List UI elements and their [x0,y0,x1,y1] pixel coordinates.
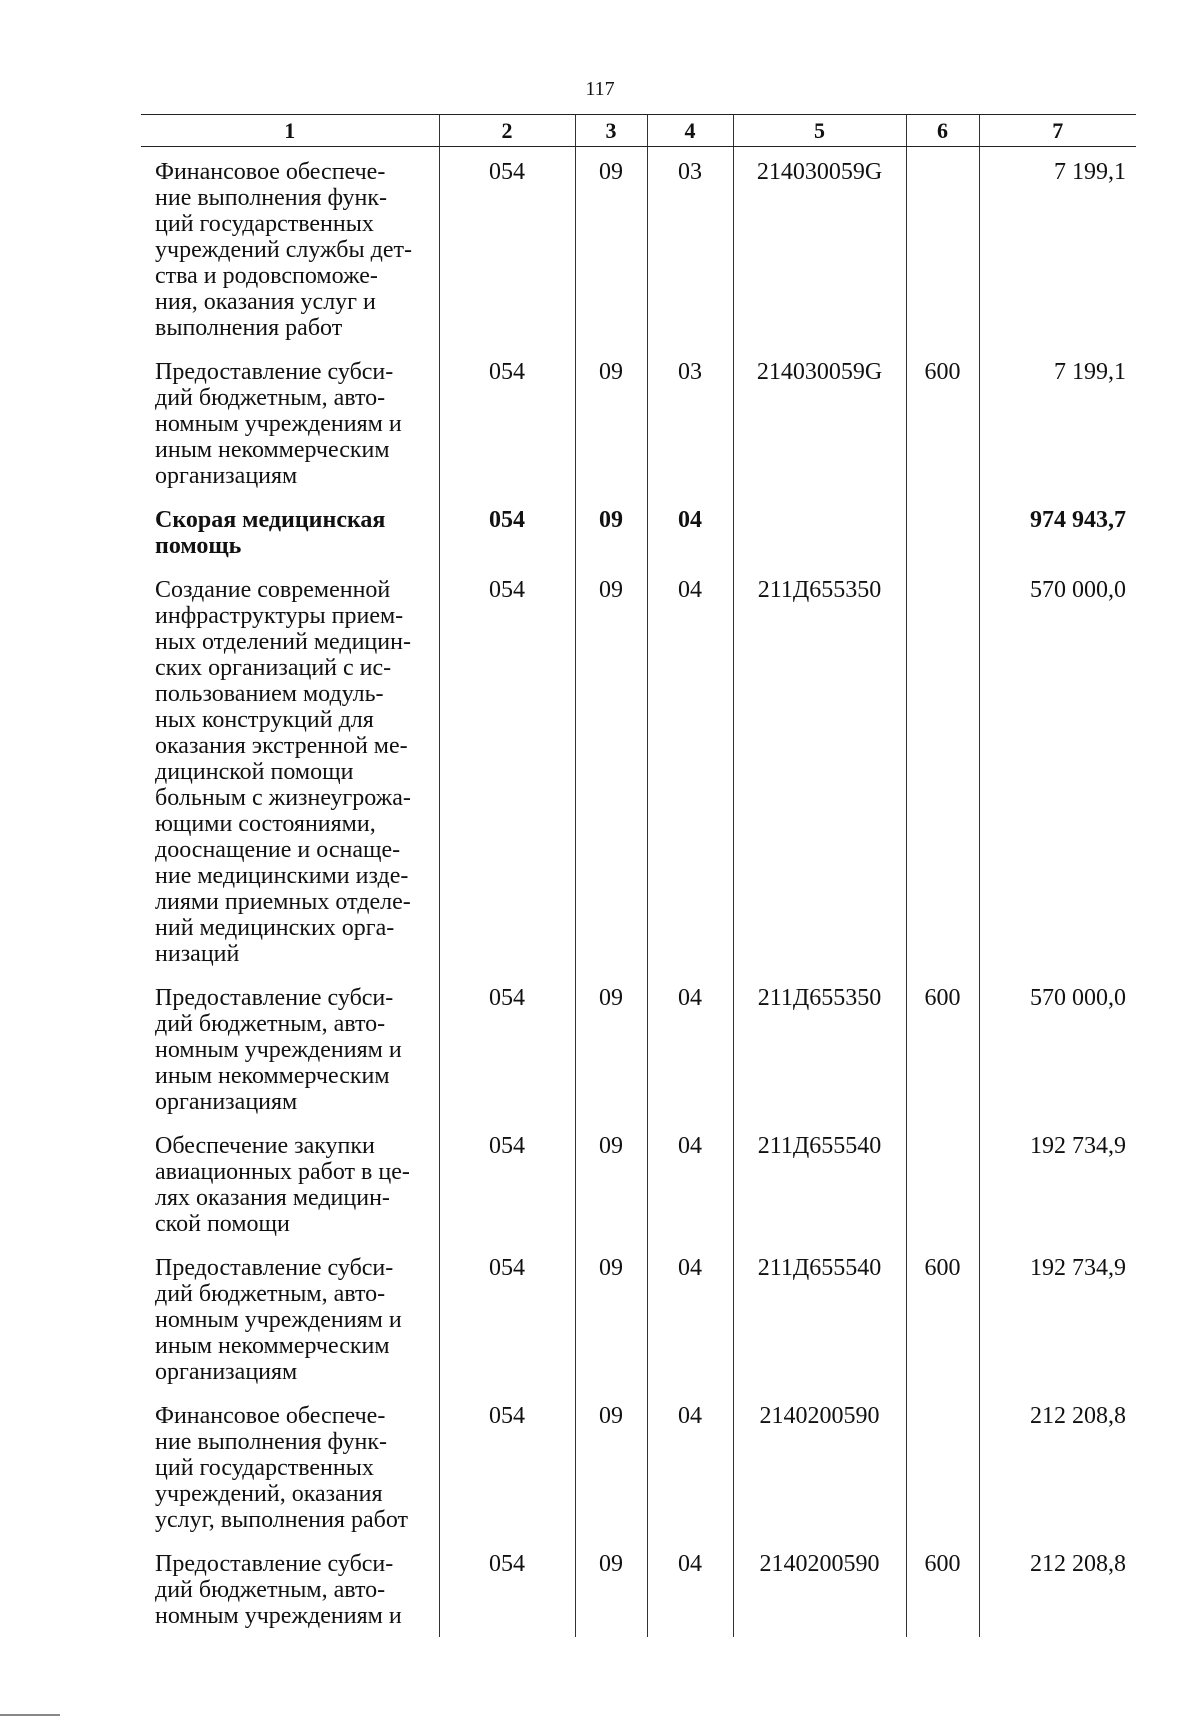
row-name-cell: Предоставление субси- дий бюджетным, авто- номным учреждениям и иным некоммерческим организациям [155,1255,402,1385]
ministry-code-cell: 054 [439,1541,575,1637]
target-article-cell: 211Д655540 [733,1245,906,1393]
row-name-cell: Предоставление субси- дий бюджетным, авто- номным учреждениям и иным некоммерческим организациям [155,359,402,489]
column-header-5: 5 [733,115,906,147]
table-body [141,147,1136,1638]
subsection-code-cell: 04 [647,1245,733,1393]
row-name-cell: Предоставление субси- дий бюджетным, авто- номным учреждениям и [155,1551,402,1629]
subsection-code-cell: 04 [647,567,733,975]
expense-type-cell [906,1123,979,1245]
row-name-cell: Предоставление субси- дий бюджетным, авто- номным учреждениям и иным некоммерческим организациям [155,985,402,1115]
expense-type-cell: 600 [906,349,979,497]
target-article-cell: 211Д655540 [733,1123,906,1245]
column-header-4: 4 [647,115,733,147]
section-code-cell: 09 [575,567,647,975]
column-header-1: 1 [141,115,439,147]
table-row [141,147,1136,350]
amount-cell: 7 199,1 [979,349,1136,497]
section-code-cell: 09 [575,147,647,350]
ministry-code-cell: 054 [439,349,575,497]
section-code-cell: 09 [575,1245,647,1393]
expense-type-cell [906,1393,979,1541]
table-row [141,1393,1136,1541]
column-header-6: 6 [906,115,979,147]
table-header-row [141,115,1136,147]
subsection-code-cell: 04 [647,497,733,567]
table-row [141,1245,1136,1393]
page-number: 117 [585,78,615,100]
ministry-code-cell: 054 [439,497,575,567]
section-code-cell: 09 [575,1393,647,1541]
amount-cell: 212 208,8 [979,1393,1136,1541]
ministry-code-cell: 054 [439,1123,575,1245]
amount-cell: 192 734,9 [979,1123,1136,1245]
row-name-cell: Финансовое обеспече- ние выполнения функ- ций государственных учреждений службы дет- ства и родовспоможе- ния, оказания услуг и выполнения работ [155,159,412,341]
ministry-code-cell: 054 [439,1245,575,1393]
column-header-3: 3 [575,115,647,147]
target-article-cell: 211Д655350 [733,975,906,1123]
expense-type-cell [906,147,979,350]
ministry-code-cell: 054 [439,1393,575,1541]
column-header-2: 2 [439,115,575,147]
subsection-code-cell: 04 [647,1541,733,1637]
table-row [141,567,1136,975]
subsection-code-cell: 03 [647,349,733,497]
table-row [141,975,1136,1123]
expense-type-cell: 600 [906,1245,979,1393]
row-name-cell: Скорая медицинская помощь [155,507,386,559]
target-article-cell: 2140200590 [733,1393,906,1541]
target-article-cell: 214030059G [733,349,906,497]
row-name-cell: Создание современной инфраструктуры прием- ных отделений медицин- ских организаций с ис- пользованием модуль- ных конструкций для оказания экстренной ме- дицинской помощи больным с жизнеугрожа- ющими состояниями, дооснащение и оснаще- ние медицинскими изде- лиями приемных отделе- ний медицинских орга- низаций [155,577,411,967]
expense-type-cell [906,567,979,975]
row-name-cell: Обеспечение закупки авиационных работ в це- лях оказания медицин- ской помощи [155,1133,410,1237]
subsection-code-cell: 04 [647,975,733,1123]
table-row [141,497,1136,567]
amount-cell: 570 000,0 [979,567,1136,975]
section-code-cell: 09 [575,1541,647,1637]
scan-edge-line [0,1714,60,1716]
ministry-code-cell: 054 [439,147,575,350]
target-article-cell: 214030059G [733,147,906,350]
target-article-cell [733,497,906,567]
expense-type-cell: 600 [906,975,979,1123]
expense-type-cell [906,497,979,567]
target-article-cell: 2140200590 [733,1541,906,1637]
subsection-code-cell: 03 [647,147,733,350]
section-code-cell: 09 [575,497,647,567]
amount-cell: 212 208,8 [979,1541,1136,1637]
row-name-cell: Финансовое обеспече- ние выполнения функ- ций государственных учреждений, оказания услуг, выполнения работ [155,1403,408,1533]
ministry-code-cell: 054 [439,567,575,975]
section-code-cell: 09 [575,1123,647,1245]
expense-type-cell: 600 [906,1541,979,1637]
amount-cell: 570 000,0 [979,975,1136,1123]
section-code-cell: 09 [575,349,647,497]
column-header-7: 7 [979,115,1136,147]
ministry-code-cell: 054 [439,975,575,1123]
table-row [141,349,1136,497]
subsection-code-cell: 04 [647,1123,733,1245]
target-article-cell: 211Д655350 [733,567,906,975]
budget-table [141,114,1136,1637]
section-code-cell: 09 [575,975,647,1123]
amount-cell: 192 734,9 [979,1245,1136,1393]
amount-cell: 7 199,1 [979,147,1136,350]
amount-cell: 974 943,7 [979,497,1136,567]
subsection-code-cell: 04 [647,1393,733,1541]
table-row [141,1123,1136,1245]
table-row [141,1541,1136,1637]
